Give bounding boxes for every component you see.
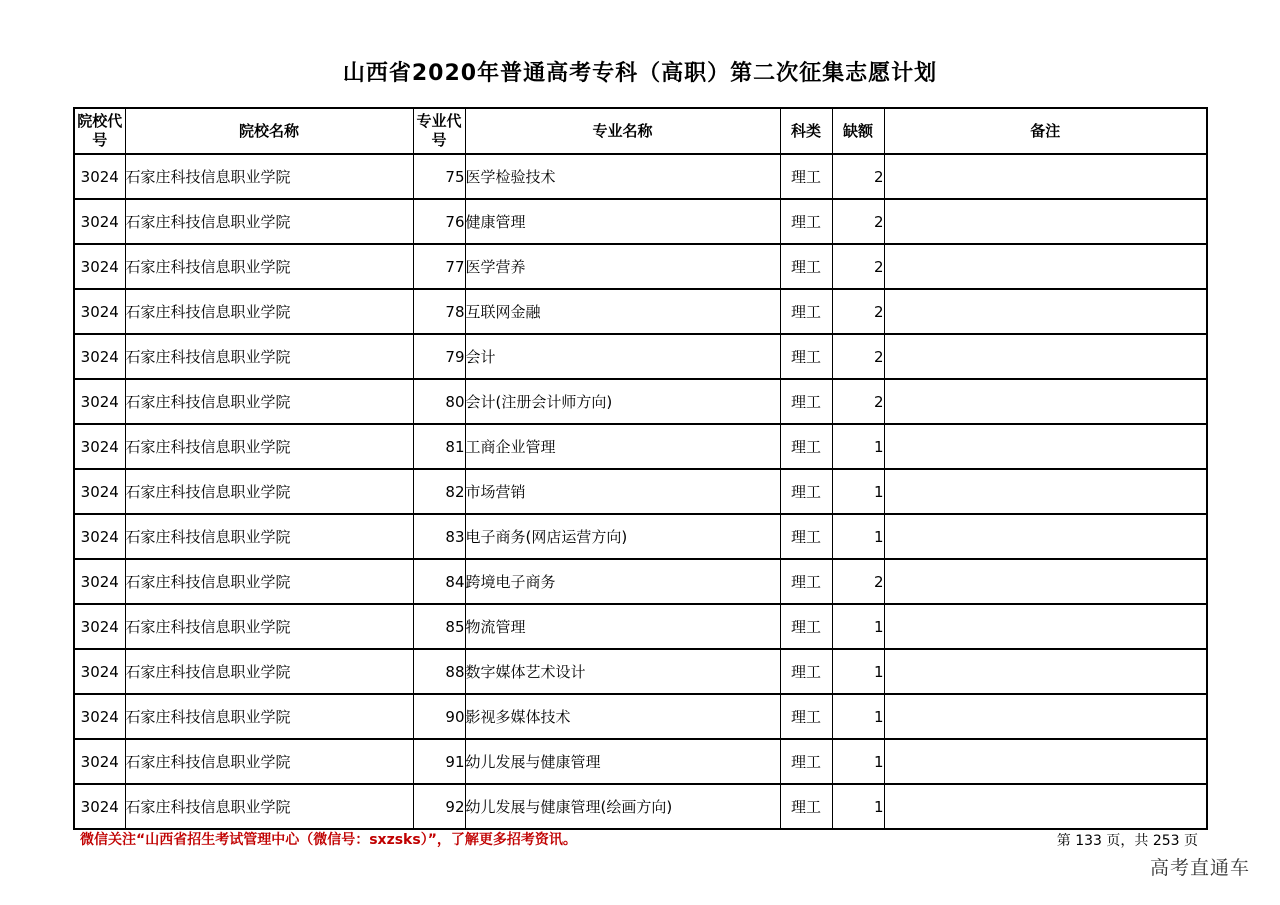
cell-school-name: 石家庄科技信息职业学院 bbox=[125, 244, 413, 289]
cell-major-name: 工商企业管理 bbox=[465, 424, 780, 469]
cell-major-code: 79 bbox=[413, 334, 465, 379]
cell-school-code: 3024 bbox=[74, 424, 125, 469]
cell-school-code: 3024 bbox=[74, 694, 125, 739]
cell-school-code: 3024 bbox=[74, 649, 125, 694]
cell-category: 理工 bbox=[780, 469, 832, 514]
cell-quota: 2 bbox=[832, 334, 884, 379]
cell-school-name: 石家庄科技信息职业学院 bbox=[125, 469, 413, 514]
cell-major-name: 会计(注册会计师方向) bbox=[465, 379, 780, 424]
cell-quota: 1 bbox=[832, 469, 884, 514]
cell-school-name: 石家庄科技信息职业学院 bbox=[125, 424, 413, 469]
cell-quota: 1 bbox=[832, 604, 884, 649]
cell-quota: 2 bbox=[832, 154, 884, 199]
cell-major-code: 90 bbox=[413, 694, 465, 739]
cell-quota: 1 bbox=[832, 649, 884, 694]
cell-category: 理工 bbox=[780, 694, 832, 739]
cell-school-code: 3024 bbox=[74, 604, 125, 649]
cell-major-code: 82 bbox=[413, 469, 465, 514]
cell-category: 理工 bbox=[780, 559, 832, 604]
table-row bbox=[74, 244, 1207, 289]
cell-quota: 1 bbox=[832, 739, 884, 784]
cell-major-name: 跨境电子商务 bbox=[465, 559, 780, 604]
cell-note bbox=[884, 334, 1207, 379]
cell-school-code: 3024 bbox=[74, 514, 125, 559]
cell-school-code: 3024 bbox=[74, 154, 125, 199]
wechat-notice: 微信关注“山西省招生考试管理中心（微信号：sxzsks）”，了解更多招考资讯。 bbox=[80, 832, 577, 848]
cell-category: 理工 bbox=[780, 154, 832, 199]
cell-school-name: 石家庄科技信息职业学院 bbox=[125, 289, 413, 334]
cell-note bbox=[884, 694, 1207, 739]
page-title: 山西省2020年普通高考专科（高职）第二次征集志愿计划 bbox=[342, 61, 938, 86]
cell-note bbox=[884, 199, 1207, 244]
cell-category: 理工 bbox=[780, 379, 832, 424]
cell-school-code: 3024 bbox=[74, 244, 125, 289]
cell-major-code: 80 bbox=[413, 379, 465, 424]
cell-school-code: 3024 bbox=[74, 559, 125, 604]
cell-category: 理工 bbox=[780, 604, 832, 649]
cell-school-name: 石家庄科技信息职业学院 bbox=[125, 379, 413, 424]
table-row bbox=[74, 289, 1207, 334]
cell-major-code: 81 bbox=[413, 424, 465, 469]
table-row bbox=[74, 649, 1207, 694]
cell-note bbox=[884, 604, 1207, 649]
cell-school-name: 石家庄科技信息职业学院 bbox=[125, 334, 413, 379]
header-note: 备注 bbox=[884, 108, 1207, 154]
cell-category: 理工 bbox=[780, 649, 832, 694]
cell-school-name: 石家庄科技信息职业学院 bbox=[125, 604, 413, 649]
cell-major-name: 幼儿发展与健康管理 bbox=[465, 739, 780, 784]
cell-quota: 1 bbox=[832, 514, 884, 559]
table-row bbox=[74, 424, 1207, 469]
cell-note bbox=[884, 424, 1207, 469]
cell-category: 理工 bbox=[780, 334, 832, 379]
cell-major-code: 77 bbox=[413, 244, 465, 289]
cell-major-name: 市场营销 bbox=[465, 469, 780, 514]
header-category: 科类 bbox=[780, 108, 832, 154]
cell-school-name: 石家庄科技信息职业学院 bbox=[125, 514, 413, 559]
cell-major-name: 会计 bbox=[465, 334, 780, 379]
cell-major-code: 84 bbox=[413, 559, 465, 604]
cell-note bbox=[884, 784, 1207, 829]
cell-school-code: 3024 bbox=[74, 199, 125, 244]
cell-quota: 1 bbox=[832, 694, 884, 739]
table-row bbox=[74, 784, 1207, 829]
cell-major-code: 85 bbox=[413, 604, 465, 649]
table-row bbox=[74, 469, 1207, 514]
plan-table bbox=[73, 107, 1208, 830]
cell-quota: 2 bbox=[832, 559, 884, 604]
cell-quota: 2 bbox=[832, 289, 884, 334]
cell-major-name: 影视多媒体技术 bbox=[465, 694, 780, 739]
cell-major-name: 物流管理 bbox=[465, 604, 780, 649]
table-row bbox=[74, 154, 1207, 199]
table-row bbox=[74, 199, 1207, 244]
cell-note bbox=[884, 289, 1207, 334]
cell-note bbox=[884, 559, 1207, 604]
cell-school-name: 石家庄科技信息职业学院 bbox=[125, 199, 413, 244]
cell-school-code: 3024 bbox=[74, 379, 125, 424]
cell-category: 理工 bbox=[780, 244, 832, 289]
cell-major-code: 83 bbox=[413, 514, 465, 559]
cell-note bbox=[884, 379, 1207, 424]
cell-major-code: 92 bbox=[413, 784, 465, 829]
cell-major-name: 幼儿发展与健康管理(绘画方向) bbox=[465, 784, 780, 829]
page-indicator: 第 133 页，共 253 页 bbox=[1056, 833, 1198, 849]
table-row bbox=[74, 514, 1207, 559]
header-major-name: 专业名称 bbox=[465, 108, 780, 154]
cell-note bbox=[884, 649, 1207, 694]
cell-major-code: 76 bbox=[413, 199, 465, 244]
header-school-code: 院校代号 bbox=[74, 108, 125, 154]
table-row bbox=[74, 604, 1207, 649]
table-row bbox=[74, 334, 1207, 379]
header-school-name: 院校名称 bbox=[125, 108, 413, 154]
table-row bbox=[74, 379, 1207, 424]
cell-category: 理工 bbox=[780, 739, 832, 784]
cell-school-name: 石家庄科技信息职业学院 bbox=[125, 154, 413, 199]
watermark: 高考直通车 bbox=[1149, 857, 1250, 879]
header-quota: 缺额 bbox=[832, 108, 884, 154]
cell-school-code: 3024 bbox=[74, 469, 125, 514]
header-major-code: 专业代号 bbox=[413, 108, 465, 154]
cell-school-name: 石家庄科技信息职业学院 bbox=[125, 739, 413, 784]
cell-category: 理工 bbox=[780, 199, 832, 244]
table-row bbox=[74, 739, 1207, 784]
cell-school-name: 石家庄科技信息职业学院 bbox=[125, 649, 413, 694]
cell-major-name: 医学检验技术 bbox=[465, 154, 780, 199]
cell-note bbox=[884, 154, 1207, 199]
cell-major-name: 健康管理 bbox=[465, 199, 780, 244]
cell-major-code: 78 bbox=[413, 289, 465, 334]
cell-school-name: 石家庄科技信息职业学院 bbox=[125, 784, 413, 829]
cell-major-code: 91 bbox=[413, 739, 465, 784]
cell-major-name: 互联网金融 bbox=[465, 289, 780, 334]
cell-major-code: 75 bbox=[413, 154, 465, 199]
table-header-row bbox=[74, 108, 1207, 154]
cell-category: 理工 bbox=[780, 514, 832, 559]
cell-note bbox=[884, 739, 1207, 784]
cell-school-code: 3024 bbox=[74, 739, 125, 784]
cell-quota: 1 bbox=[832, 424, 884, 469]
cell-note bbox=[884, 469, 1207, 514]
cell-school-code: 3024 bbox=[74, 334, 125, 379]
cell-major-name: 电子商务(网店运营方向) bbox=[465, 514, 780, 559]
cell-quota: 2 bbox=[832, 379, 884, 424]
cell-school-name: 石家庄科技信息职业学院 bbox=[125, 559, 413, 604]
cell-major-code: 88 bbox=[413, 649, 465, 694]
cell-major-name: 医学营养 bbox=[465, 244, 780, 289]
cell-category: 理工 bbox=[780, 424, 832, 469]
cell-note bbox=[884, 514, 1207, 559]
cell-major-name: 数字媒体艺术设计 bbox=[465, 649, 780, 694]
cell-category: 理工 bbox=[780, 784, 832, 829]
table-row bbox=[74, 694, 1207, 739]
cell-school-name: 石家庄科技信息职业学院 bbox=[125, 694, 413, 739]
cell-school-code: 3024 bbox=[74, 289, 125, 334]
cell-school-code: 3024 bbox=[74, 784, 125, 829]
cell-note bbox=[884, 244, 1207, 289]
cell-quota: 2 bbox=[832, 244, 884, 289]
cell-quota: 1 bbox=[832, 784, 884, 829]
cell-quota: 2 bbox=[832, 199, 884, 244]
table-row bbox=[74, 559, 1207, 604]
cell-category: 理工 bbox=[780, 289, 832, 334]
